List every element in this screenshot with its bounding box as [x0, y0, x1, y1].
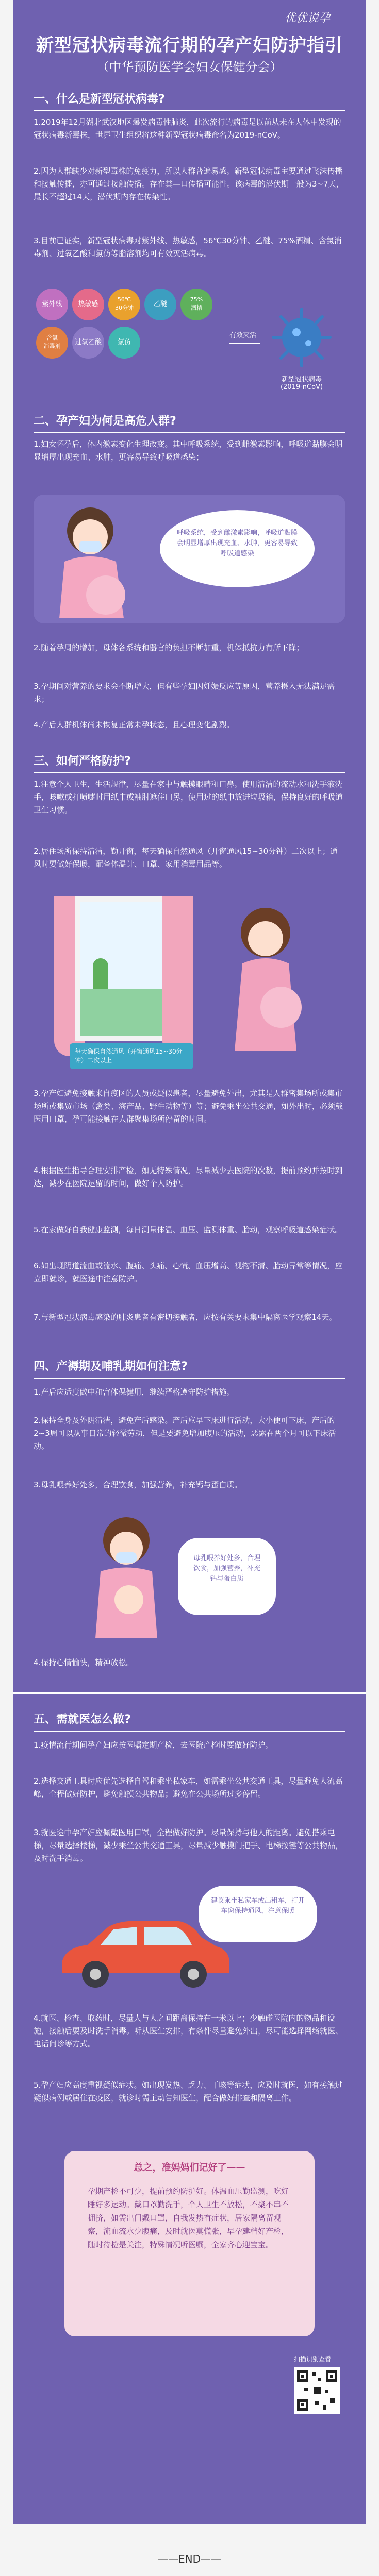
section-5-para-2: 2.选择交通工具时应优先选择自驾和乘坐私家车，如需乘坐公共交通工具，尽量避免人流高峰，全程做好防护，避免触摸公共物品；避免在公共场所过多停留。: [34, 1776, 343, 1799]
disinfect-icon-5: 75% 酒精: [180, 289, 212, 320]
section-5-para-5: 5.孕产妇应高度重视疑似症状。如出现发热、乏力、干咳等症状，应及时就医，如有接触过疑似病例或居住在疫区，就诊时需主动告知医生，配合做好排查和隔离工作。: [34, 2080, 343, 2103]
section-2-para-3: 3.孕期间对营养的要求会不断增大，但有些孕妇因妊娠反应等原因，营养摄入无法满足需求；: [34, 682, 335, 704]
qr-code-icon[interactable]: [294, 2367, 340, 2414]
section-1-para-2: 2.因为人群缺少对新型毒株的免疫力，所以人群普遍易感。新型冠状病毒主要通过飞沫传播和接触传播，亦可通过接触传播。存在粪—口传播可能性。该病毒的潜伏期一般为3~7天，最长不超过14天，潜伏期内存在传染性。: [34, 166, 344, 201]
section-3-para-7: 7.与新型冠状病毒感染的肺炎患者有密切接触者，应按有关要求集中隔离医学观察14天。: [34, 1313, 337, 1322]
section-5-title: 五、需就医怎么做?: [34, 1710, 345, 1732]
page-subtitle: （中华预防医学会妇女保健分会）: [96, 60, 283, 74]
section-3-para-1: 1.注意个人卫生，生活规律，尽量在家中与触摸眼睛和口鼻。使用清洁的流动水和洗手液洗手，咳嗽或打喷嚏时用纸巾或袖肘遮住口鼻，使用过的纸巾放进垃圾箱，保持良好的呼吸道卫生习惯。: [34, 779, 343, 815]
section-4-para-3: 3.母乳喂养好处多，合理饮食，加强营养，补充钙与蛋白质。: [34, 1480, 242, 1489]
section-2-para-2: 2.随着孕周的增加，母体各系统和器官的负担不断加重，机体抵抗力有所下降；: [34, 643, 304, 652]
poster: [13, 0, 366, 2524]
pregnant-woman-icon: [219, 902, 312, 1056]
section-4-para-1: 1.产后应适度做中和宫体保健用，继续严格遵守防护措施。: [34, 1387, 235, 1397]
brand-logo: 优优说孕: [284, 12, 330, 25]
curtain-right: [162, 896, 193, 1056]
arrow-line: [229, 343, 260, 344]
car-icon: [52, 1906, 237, 1994]
section-4-para-4: 4.保持心情愉快，精神放松。: [34, 1658, 134, 1667]
end-marker: ——END——: [158, 2553, 221, 2565]
window-caption: 每天确保自然通风（开窗通风15~30分钟）二次以上: [70, 1043, 193, 1069]
section-3-title: 三、如何严格防护?: [34, 752, 345, 773]
virus-icon: [268, 304, 335, 371]
disinfect-icon-2: 热敏感: [72, 289, 104, 320]
section-1-para-1: 1.2019年12月湖北武汉地区爆发病毒性肺炎，此次流行的病毒是以前从未在人体中发现的冠状病毒新毒株，世界卫生组织将这种新型冠状病毒命名为2019-nCoV。: [34, 117, 341, 140]
section-5-para-4: 4.就医、检查、取药时，尽量人与人之间距离保持在一米以上；少触碰医院内的物品和设施，接触后要及时洗手消毒。听从医生安排，有条件尽量避免外出，尽可能选择网络就医、电话问诊等方式。: [34, 2013, 343, 2048]
page-title: 新型冠状病毒流行期的孕产妇防护指引: [36, 35, 343, 56]
section-3-para-4: 4.根据医生指导合理安排产检，如无特殊情况，尽量减少去医院的次数，提前预约并按时到达，减少在医院逗留的时间，做好个人防护。: [34, 1166, 343, 1188]
section-5-para-3: 3.就医途中孕产妇应佩戴医用口罩，全程做好防护。尽量保持与他人的距离。避免搭乘电梯，尽量选择楼梯，减少乘坐公共交通工具，尽量减少触摸门把手、电梯按键等公共物品，及时洗手消毒。: [34, 1828, 343, 1863]
section-2-para-1: 1.妇女怀孕后，体内激素变化生理改变。其中呼吸系统，受到雌激素影响，呼吸道黏膜会明显增厚出现充血、水肿，更容易导致呼吸道感染；: [34, 439, 343, 462]
breastfeed-bubble: 母乳喂养好处多，合理饮食，加强营养，补充钙与蛋白质: [178, 1538, 276, 1615]
summary-card: [64, 2151, 315, 2336]
pregnant-woman-icon: [44, 500, 147, 621]
section-2-title: 二、孕产妇为何是高危人群?: [34, 412, 345, 433]
disinfect-icon-6: 含氯 消毒剂: [36, 327, 68, 359]
section-3-para-2: 2.居住场所保持清洁，勤开窗，每天确保自然通风（开窗通风15~30分钟）二次以上；通风时要做好保暖，配备体温计、口罩、家用消毒用品等。: [34, 846, 338, 869]
summary-title: 总之，准妈妈们记好了——: [134, 2162, 245, 2173]
car-bubble: 建议乘坐私家车或出租车，打开车窗保持通风，注意保暖: [199, 1886, 317, 1942]
disinfect-icon-4: 乙醚: [144, 289, 176, 320]
section-4-title: 四、产褥期及哺乳期如何注意?: [34, 1358, 345, 1379]
arrow-label: 有效灭活: [229, 332, 257, 340]
qr-caption: 扫描识别查看: [294, 2355, 332, 2363]
disinfect-icon-7: 过氧乙酸: [72, 327, 104, 359]
disinfect-icon-8: 氯仿: [108, 327, 140, 359]
section-3-para-5: 5.在家做好自我健康监测，每日测量体温、血压、监测体重、胎动，观察呼吸道感染症状。: [34, 1225, 343, 1234]
disinfect-icon-1: 紫外线: [36, 289, 68, 320]
section-2-para-4: 4.产后人群机体尚未恢复正常未孕状态，且心理变化剧烈。: [34, 720, 235, 730]
section-4-para-2: 2.保持全身及外阴清洁，避免产后感染。产后应早下床进行活动，大小便可下床，产后的2~3周可以从事日常的轻微劳动，但是要避免增加腹压的活动，恶露在两个月可以下床活动。: [34, 1416, 336, 1451]
section-3-para-6: 6.如出现阴道流血或流水、腹痛、头痛、心慌、血压增高、视物不清、胎动异常等情况，应立即就诊，就医途中注意防护。: [34, 1261, 343, 1283]
section-5-para-1: 1.疫情流行期间孕产妇应按医嘱定期产检，去医院产检时要做好防护。: [34, 1740, 273, 1750]
disinfect-icon-3: 56℃ 30分钟: [108, 289, 140, 320]
section-1-para-3: 3.目前已证实，新型冠状病毒对紫外线、热敏感，56℃30分钟、乙醚、75%酒精、含氯消毒剂、过氧乙酸和氯仿等脂溶剂均可有效灭活病毒。: [34, 236, 342, 258]
section-divider: [13, 1692, 366, 1694]
virus-label: 新型冠状病毒 (2019-nCoV): [280, 376, 323, 391]
summary-body: 孕期产检不可少，提前预约防护好。体温血压勤监测，吃好睡好多运动。戴口罩勤洗手，个人卫生不放松，不聚不串不拥挤，如需出门戴口罩，自我发热有症状，居家隔离留观察，流血流水少腹痛，及时就医莫慌张，早孕建档好产检，随时待检是关注，特殊情况听医嘱，全家齐心迎宝宝。: [88, 2187, 289, 2249]
disinfect-icon-grid: [36, 289, 232, 365]
section-3-para-3: 3.孕产妇避免接触来自疫区的人员或疑似患者，尽量避免外出，尤其是人群密集场所或集市场所或集贸市场（禽类、海产品、野生动物等）等；避免乘坐公共交通，如外出时，必须戴医用口罩，孕可能接触在人群聚集场所停留的时间。: [34, 1089, 343, 1124]
breastfeeding-mother-icon: [80, 1512, 173, 1641]
section-1-title: 一、什么是新型冠状病毒?: [34, 90, 345, 111]
info-bubble: 呼吸系统，受到雌激素影响，呼吸道黏膜会明显增厚出现充血、水肿，更容易导致呼吸道感染: [160, 510, 315, 587]
